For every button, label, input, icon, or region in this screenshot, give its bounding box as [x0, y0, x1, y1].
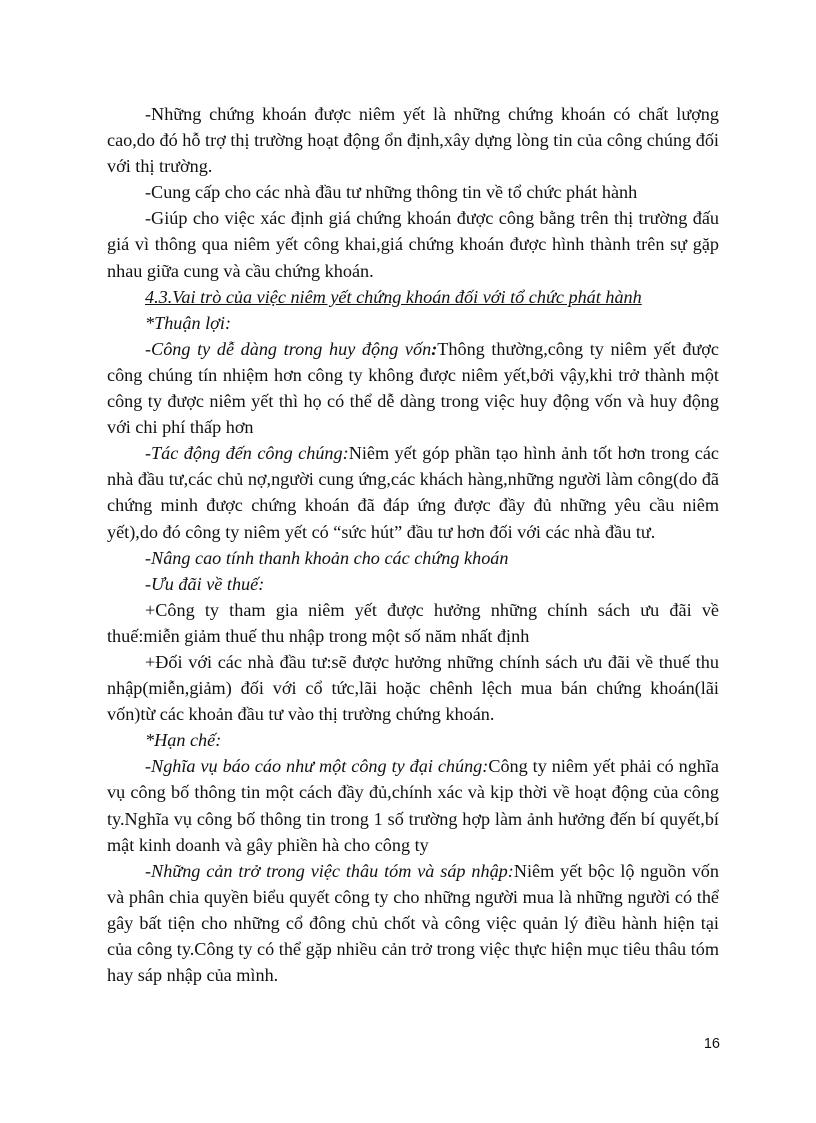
limitation-takeover-head: -Những cản trở trong việc thâu tóm và sáp nhập:: [145, 860, 514, 881]
advantage-liquidity: -Nâng cao tính thanh khoản cho các chứng khoán: [145, 547, 509, 568]
tax-incentive-company: +Công ty tham gia niêm yết được hưởng những chính sách ưu đãi về thuế:miễn giảm thuế thu nhập trong một số năm nhất định: [107, 599, 719, 646]
limitation-takeover-body: Niêm yết bộc lộ nguồn vốn và phân chia quyền biểu quyết công ty cho những người mua là những người có thể gây bất tiện cho những cổ đông chủ chốt và công việc quản lý điều hành hiện tại của công ty.Công ty có thể gặp nhiều cản trở trong việc thực hiện mục tiêu thâu tóm hay sáp nhập của mình.: [107, 860, 719, 986]
limitation-reporting-head: -Nghĩa vụ báo cáo như một công ty đại chúng:: [145, 756, 489, 777]
body-text: [107, 101, 719, 988]
limitations-heading: *Hạn chế:: [145, 730, 222, 751]
section-heading-4-3: [107, 284, 719, 310]
advantages-heading: *Thuận lợi:: [145, 312, 231, 333]
advantage-public-impact-head: -Tác động đến công chúng:: [145, 443, 349, 464]
paragraph-fair-price: -Giúp cho việc xác định giá chứng khoán được công bằng trên thị trường đấu giá vì thông qua niêm yết công khai,giá chứng khoán được hình thành trên sự gặp nhau giữa cung và cầu chứng khoán.: [107, 208, 719, 281]
paragraph-issuer-info: -Cung cấp cho các nhà đầu tư những thông tin về tổ chức phát hành: [145, 182, 638, 203]
limitation-reporting-body: Công ty niêm yết phải có nghĩa vụ công bố thông tin một cách đầy đủ,chính xác và kịp thời về hoạt động của công ty.Nghĩa vụ công bố thông tin trong 1 số trường hợp làm ảnh hưởng đến bí quyết,bí mật kinh doanh và gây phiền hà cho công ty: [107, 756, 720, 855]
tax-incentive-investors: +Đối với các nhà đầu tư:sẽ được hưởng những chính sách ưu đãi về thuế thu nhập(miễn,giảm) đối với cổ tức,lãi hoặc chênh lệch mua bán chứng khoán(lãi vốn)từ các khoản đầu tư vào thị trường chứng khoán.: [107, 651, 719, 725]
limitation-takeover: [107, 858, 719, 988]
advantage-capital-raising-head: -Công ty dễ dàng trong huy động vốn: [145, 338, 432, 359]
advantage-public-impact: [107, 440, 719, 544]
advantage-capital-raising-colon: :: [431, 338, 438, 359]
advantage-capital-raising: [107, 336, 719, 440]
section-title: 4.3.Vai trò của việc niêm yết chứng khoán đối với tổ chức phát hành: [145, 286, 642, 307]
page-number: 16: [703, 1036, 720, 1052]
paragraph-listed-quality: -Những chứng khoán được niêm yết là những chứng khoán có chất lượng cao,do đó hỗ trợ thị trường hoạt động ổn định,xây dựng lòng tin của công chúng đối với thị trường.: [107, 104, 719, 177]
advantage-tax-incentives: -Ưu đãi về thuế:: [145, 573, 265, 594]
advantage-capital-raising-body: Thông thường,công ty niêm yết được công chúng tín nhiệm hơn công ty không được niêm yết,bởi vậy,khi trở thành một công ty được niêm yết thì họ có thể dễ dàng trong việc huy động vốn và huy động với chi phí thấp hơn: [107, 338, 719, 438]
advantage-public-impact-body: Niêm yết góp phần tạo hình ảnh tốt hơn trong các nhà đầu tư,các chủ nợ,người cung ứng,các khách hàng,những người làm công(do đã chứng minh được chứng khoán đã đáp ứng được đầy đủ những yêu cầu niêm yết),do đó công ty niêm yết có “sức hút” đầu tư hơn đối với các nhà đầu tư.: [107, 443, 719, 542]
limitation-reporting: [107, 753, 719, 857]
